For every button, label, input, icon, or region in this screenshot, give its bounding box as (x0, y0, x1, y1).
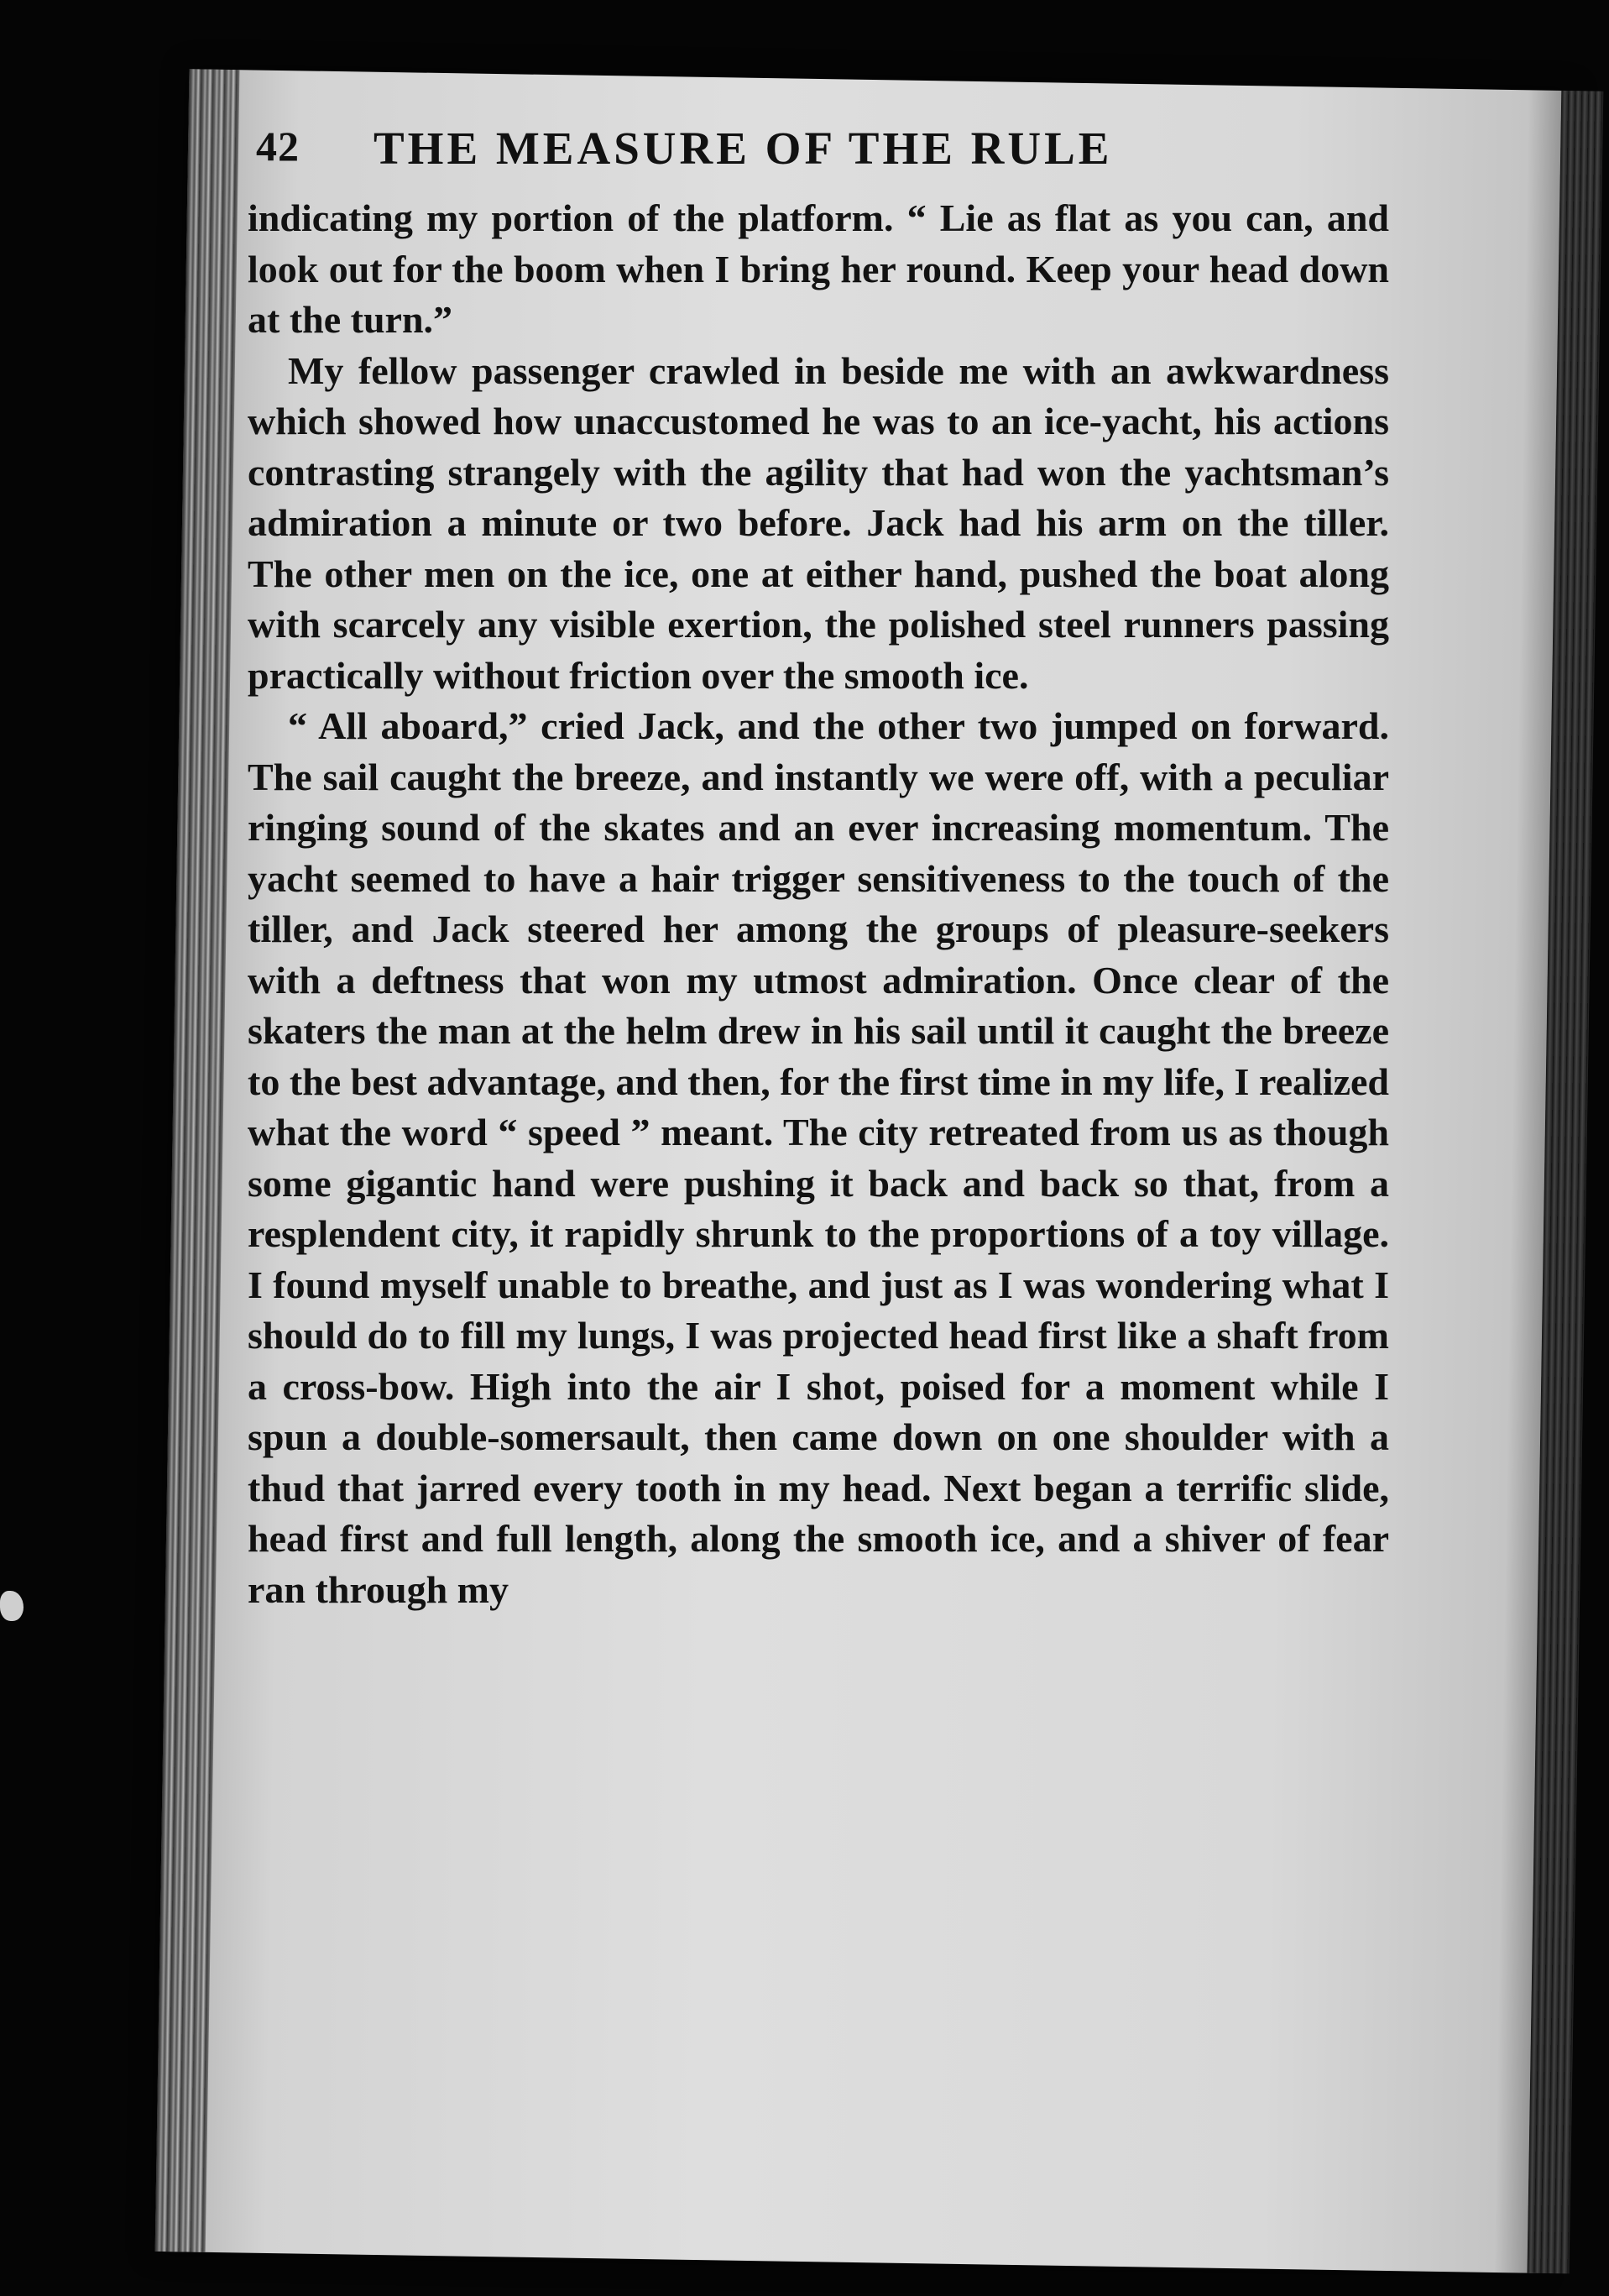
scan-artifact (0, 1591, 24, 1621)
page-number: 42 (256, 123, 300, 170)
paragraph: My fellow passenger crawled in beside me with an awkwardness which showed how unaccustomed he was to an ice-yacht, his actions contrasting strangely with the agility that had won the yachtsman’s admiration a minute or two before. Jack had his arm on the tiller. The other men on the ice, one at either hand, pushed the boat along with scarcely any visible exertion, the polished steel runners passing practically without friction over the smooth ice. (248, 348, 1389, 697)
paragraph: indicating my portion of the platform. “ Lie as flat as you can, and look out for the boom when I bring her round. Keep your head down at the turn.” (248, 196, 1389, 341)
page-binding-edge (155, 69, 240, 2252)
running-head: THE MEASURE OF THE RULE (374, 123, 1113, 174)
page-header (256, 122, 1381, 189)
body-text (248, 193, 1389, 1998)
page-right-edge (1527, 91, 1603, 2273)
paragraph: “ All aboard,” cried Jack, and the other two jumped on forward. The sail caught the breeze, and instantly we were off, with a peculiar ringing sound of the skates and an ever increasing momentum. The yacht seemed to have a hair trigger sensitiveness to the touch of the tiller, and Jack steered her among the groups of pleasure-seekers with a deftness that won my utmost admiration. Once clear of the skaters the man at the helm drew in his sail until it caught the breeze to the best advantage, and then, for the first time in my life, I realized what the word “ speed ” meant. The city retreated from us as though some gigantic hand were pushing it back and back so that, from a resplendent city, it rapidly shrunk to the proportions of a toy village. I found myself unable to breathe, and just as I was wondering what I should do to fill my lungs, I was projected head first like a shaft from a cross-bow. High into the air I shot, poised for a moment while I spun a double-somersault, then came down on one shoulder with a thud that jarred every tooth in my head. Next began a terrific slide, head first and full length, along the smooth ice, and a shiver of fear ran through my (248, 704, 1389, 1611)
